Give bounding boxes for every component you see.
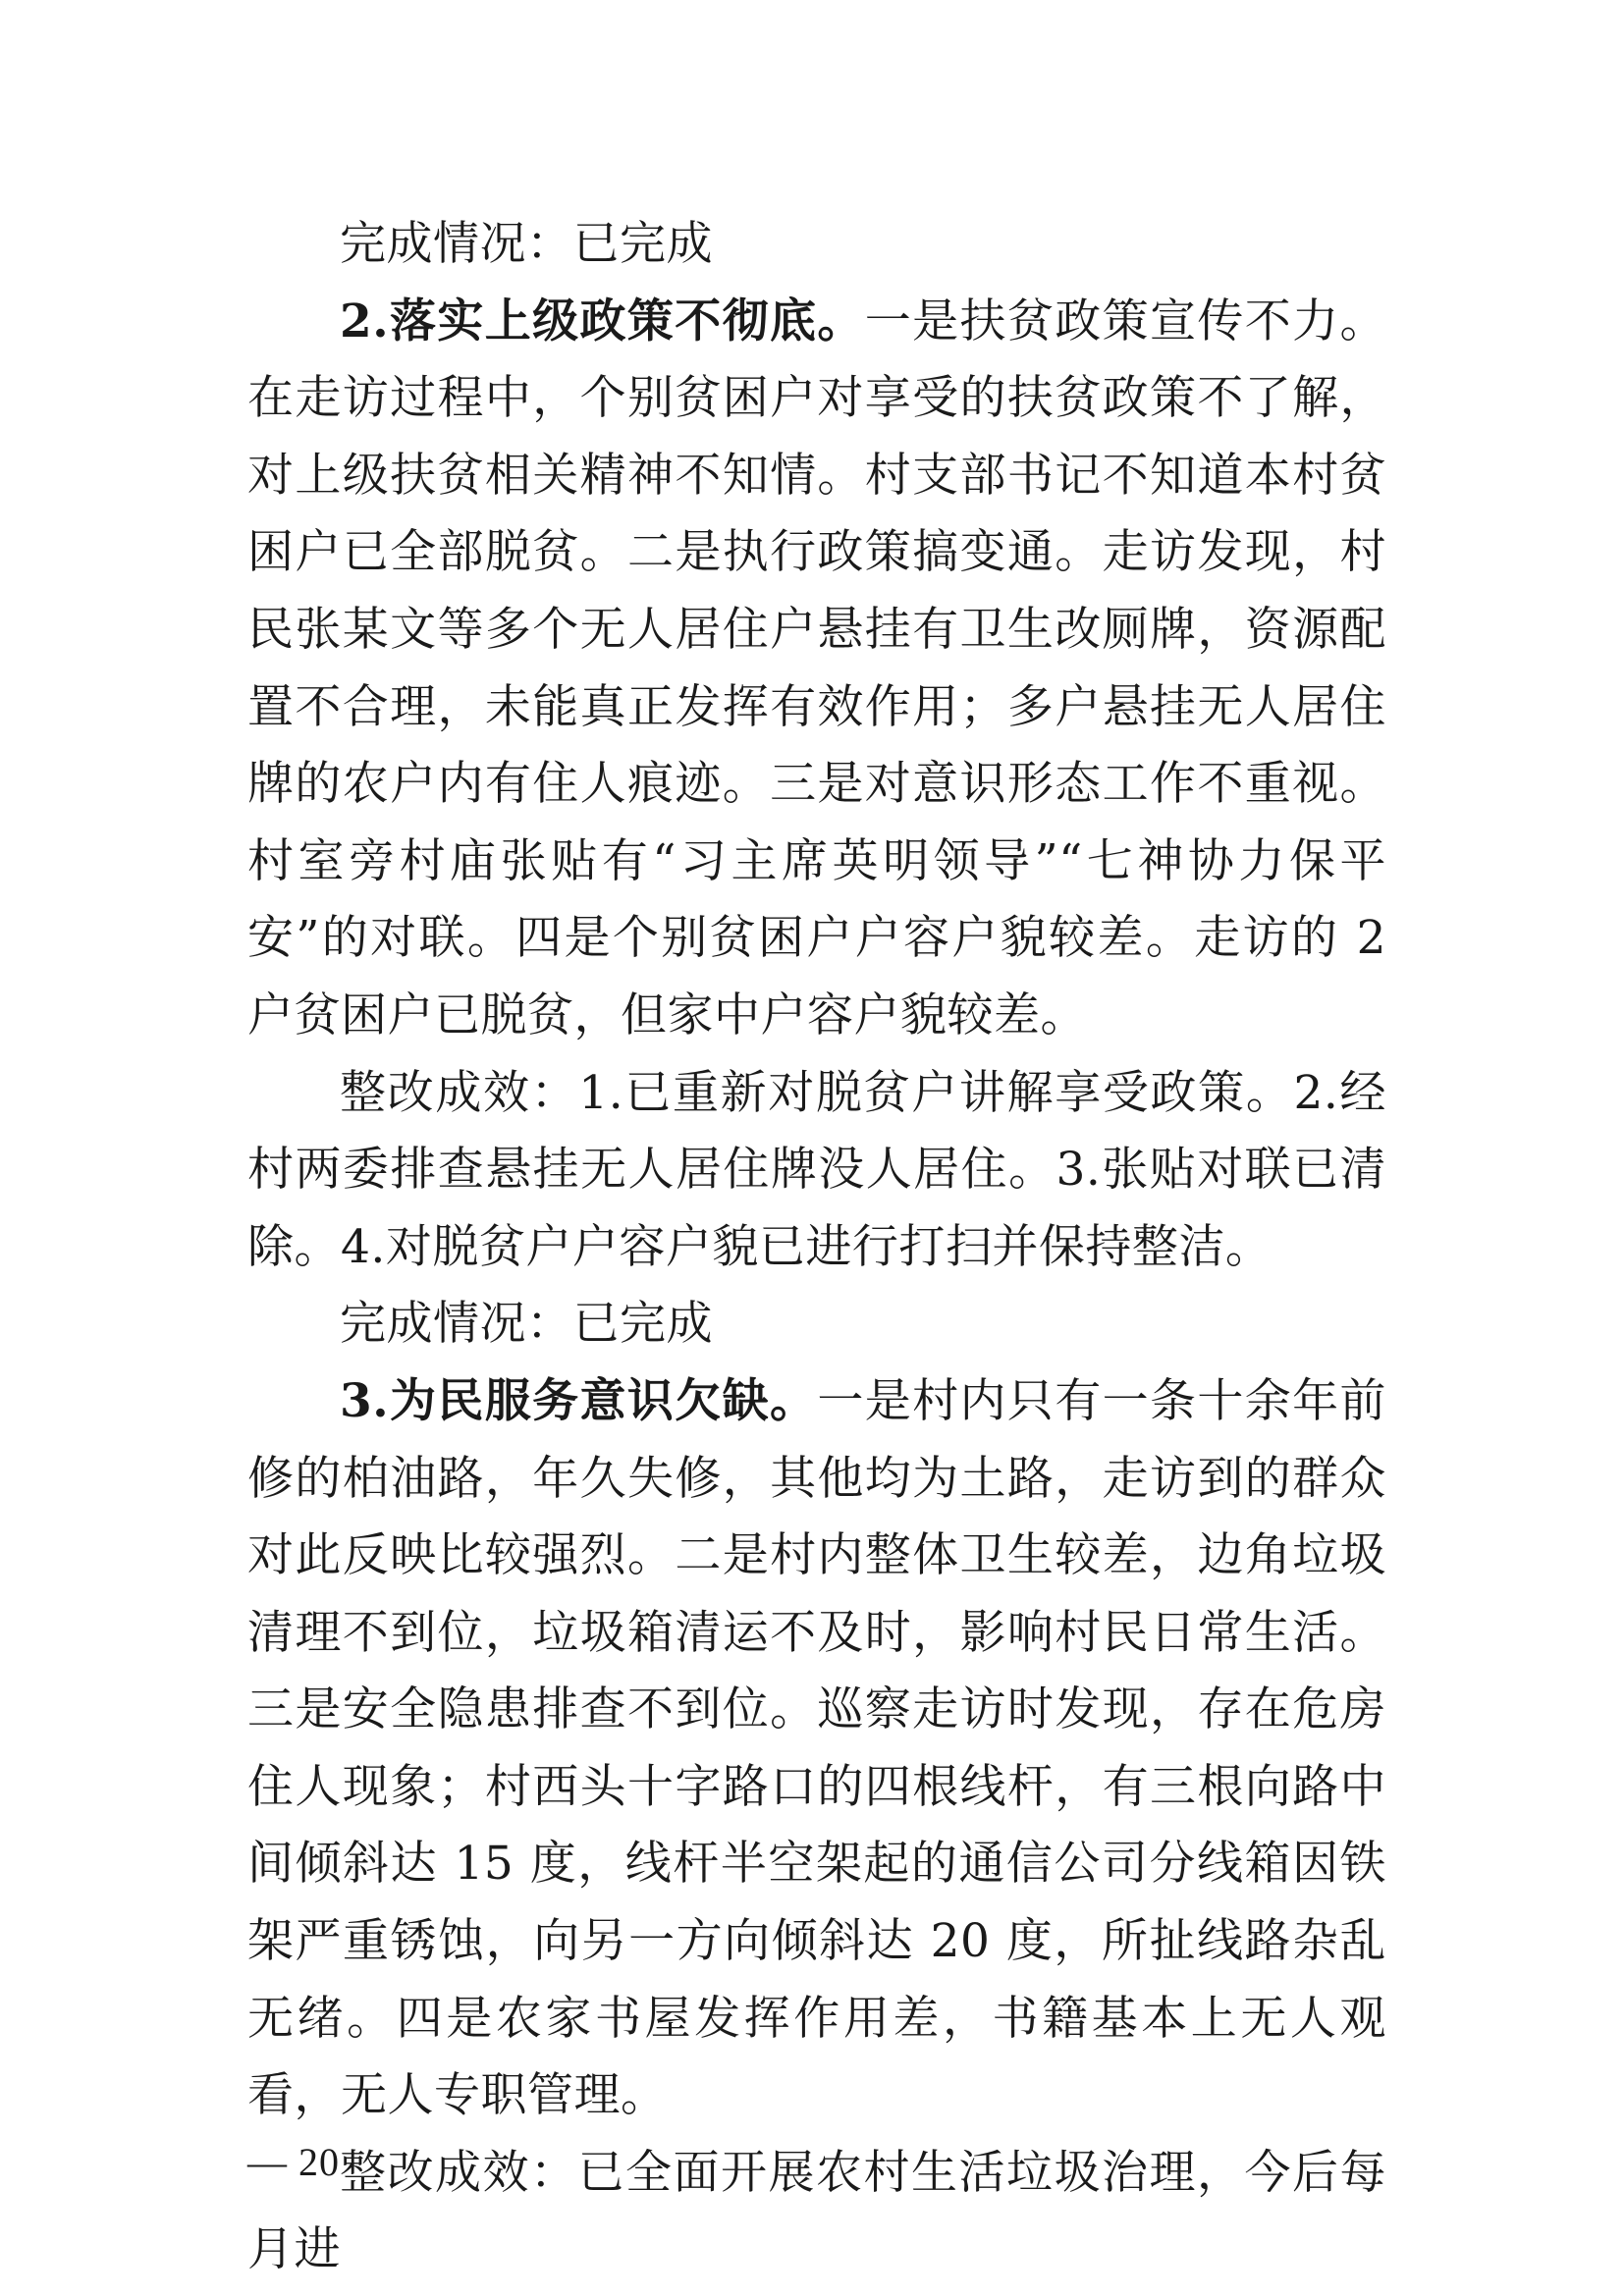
issue-text-2: 一是扶贫政策宣传不力。在走访过程中，个别贫困户对享受的扶贫政策不了解，对上级扶贫相关精神不知情。村支部书记不知道本村贫困户已全部脱贫。二是执行政策搞变通。走访发现，村民张某文等多个无人居住户悬挂有卫生改厕牌，资源配置不合理，未能真正发挥有效作用；多户悬挂无人居住牌的农户内有住人痕迹。三是对意识形态工作不重视。村室旁村庙张贴有“习主席英明领导”“七神协力保平安”的对联。四是个别贫困户户容户貌较差。走访的 2 户贫困户已脱贫，但家中户容户貌较差。 <box>247 294 1386 1042</box>
completion-status-paragraph: 完成情况：已完成 <box>340 217 713 271</box>
rectification-result-paragraph-3: 整改成效：已全面开展农村生活垃圾治理，今后每月进 <box>247 2145 1386 2277</box>
completion-status-paragraph: 完成情况：已完成 <box>340 1297 713 1352</box>
rectification-result-paragraph-2: 整改成效：1.已重新对脱贫户讲解享受政策。2.经村两委排查悬挂无人居住牌没人居住。3.张贴对联已清除。4.对脱贫户户容户貌已进行打扫并保持整洁。 <box>247 1065 1386 1274</box>
issue-text-3: 一是村内只有一条十余年前修的柏油路，年久失修，其他均为土路，走访到的群众对此反映比较强烈。二是村内整体卫生较差，边角垃圾清理不到位，垃圾箱清运不及时，影响村民日常生活。三是安全隐患排查不到位。巡察走访时发现，存在危房住人现象；村西头十字路口的四根线杆，有三根向路中间倾斜达 15 度，线杆半空架起的通信公司分线箱因铁架严重锈蚀，向另一方向倾斜达 20 度，所扯线路杂乱无绪。四是农家书屋发挥作用差，书籍基本上无人观看，无人专职管理。 <box>247 1373 1386 2123</box>
issue-heading-2: 2.落实上级政策不彻底。 <box>340 294 865 348</box>
issue-paragraph-2 <box>247 284 1386 1055</box>
issue-paragraph-3 <box>247 1363 1386 2135</box>
page-number: — 20 <box>247 2140 340 2184</box>
issue-heading-3: 3.为民服务意识欠缺。 <box>340 1373 818 1428</box>
document-body <box>247 206 1386 2289</box>
